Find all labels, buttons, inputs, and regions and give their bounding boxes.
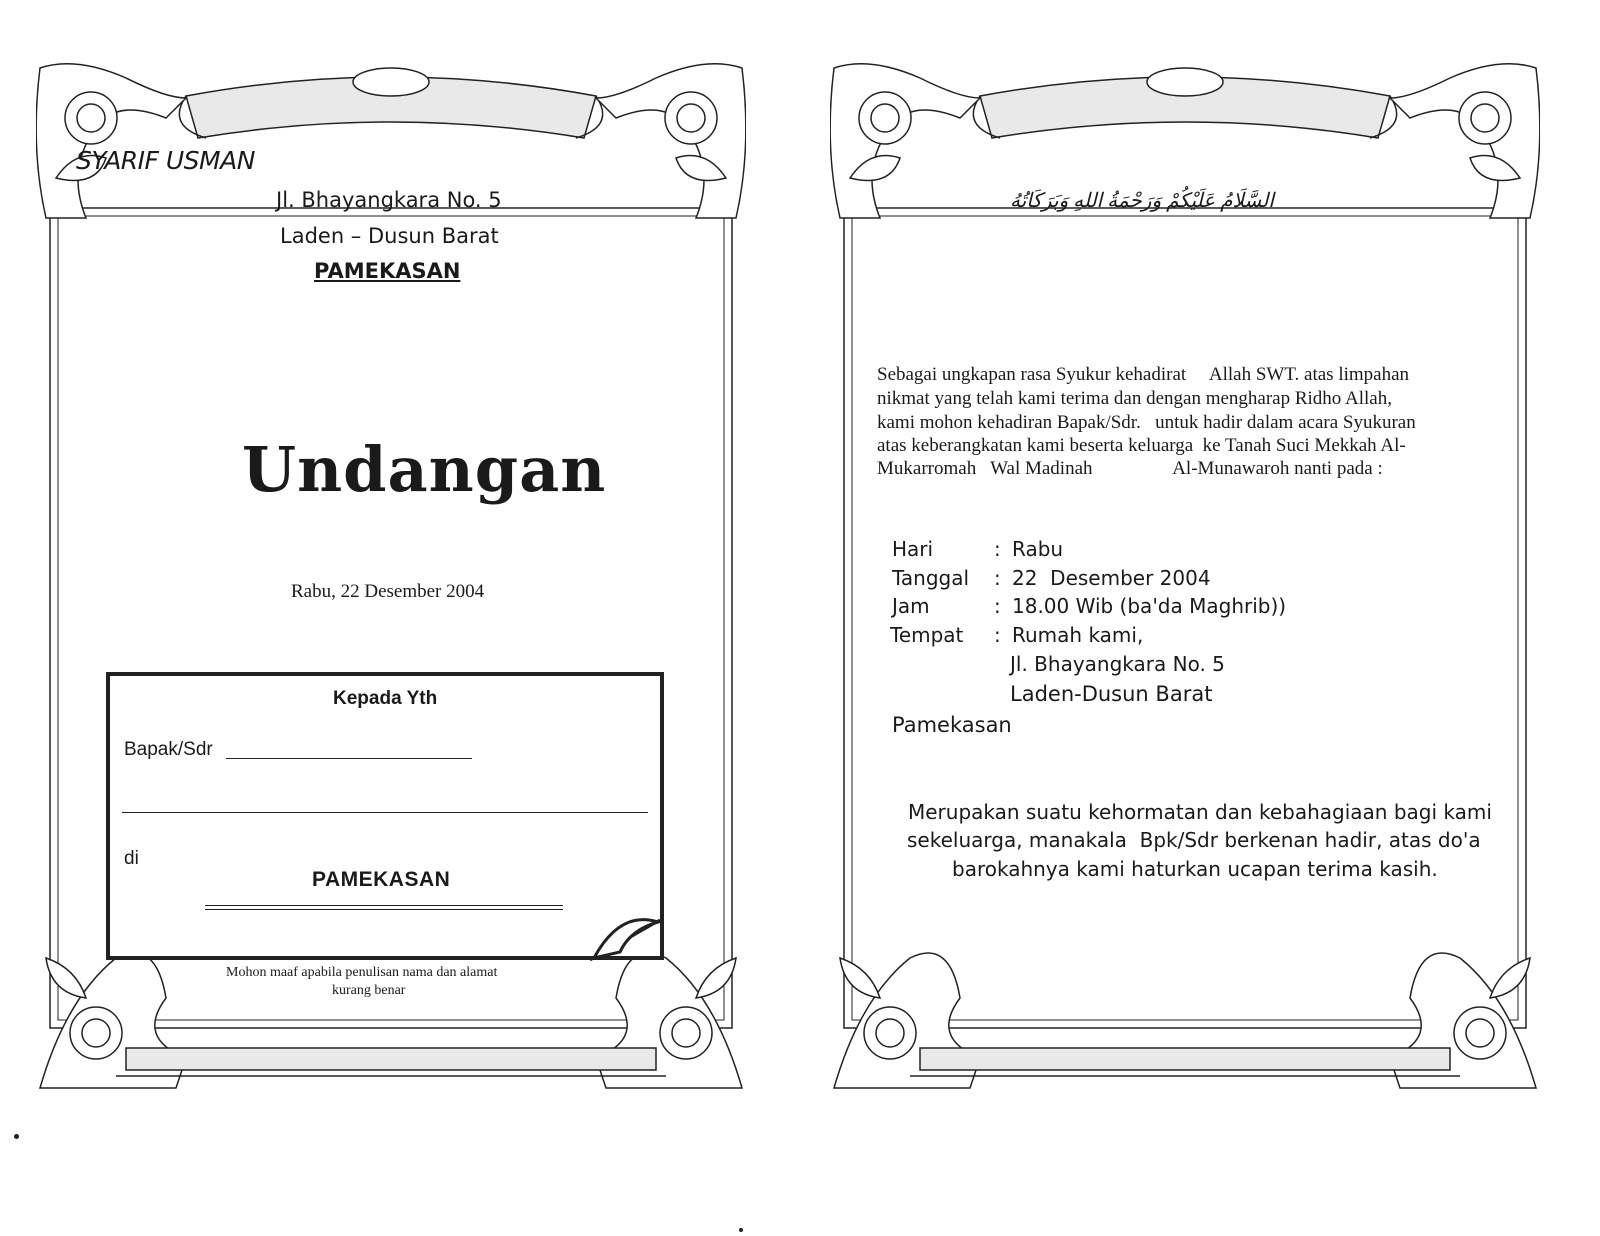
- tempat-separator: :: [994, 623, 1001, 647]
- tempat-line3: Laden-Dusun Barat: [1010, 682, 1213, 706]
- intro-line-2: nikmat yang telah kami terima dan dengan mengharap Ridho Allah,: [877, 388, 1392, 409]
- intro-line-3: kami mohon kehadiran Bapak/Sdr. untuk hadir dalam acara Syukuran: [877, 412, 1416, 433]
- intro-line-1: Sebagai ungkapan rasa Syukur kehadirat Allah SWT. atas limpahan: [877, 364, 1410, 385]
- closing-line-3: barokahnya kami haturkan ucapan terima kasih.: [952, 857, 1438, 881]
- scan-speck: [739, 1228, 743, 1232]
- page-curl-icon: [590, 920, 670, 960]
- tanggal-separator: :: [994, 566, 1001, 590]
- recipient-city: PAMEKASAN: [312, 868, 451, 891]
- sender-address-line2: Laden – Dusun Barat: [280, 224, 499, 248]
- jam-value: 18.00 Wib (ba'da Maghrib)): [1012, 594, 1287, 618]
- hari-value: Rabu: [1012, 537, 1064, 561]
- left-invitation-page: [36, 58, 746, 1100]
- recipient-heading: Kepada Yth: [333, 688, 438, 709]
- tempat-value: Rumah kami,: [1012, 623, 1144, 647]
- closing-line-2: sekeluarga, manakala Bpk/Sdr berkenan hadir, atas do'a: [907, 828, 1481, 852]
- recipient-location-label: di: [124, 848, 139, 869]
- jam-label: Jam: [892, 594, 930, 618]
- closing-line-1: Merupakan suatu kehormatan dan kebahagiaan bagi kami: [908, 800, 1492, 824]
- recipient-address-line[interactable]: [122, 812, 648, 813]
- sender-address-line1: Jl. Bhayangkara No. 5: [276, 188, 502, 212]
- recipient-name-line[interactable]: [226, 758, 472, 759]
- invitation-title: Undangan: [242, 433, 607, 506]
- intro-line-5: Mukarromah Wal Madinah Al-Munawaroh nanti pada :: [877, 458, 1383, 479]
- hari-label: Hari: [892, 537, 934, 561]
- tanggal-label: Tanggal: [892, 566, 970, 590]
- apology-line2: kurang benar: [332, 983, 406, 998]
- right-invitation-page: [830, 58, 1540, 1100]
- intro-line-4: atas keberangkatan kami beserta keluarga ke Tanah Suci Mekkah Al-: [877, 435, 1406, 456]
- jam-separator: :: [994, 594, 1001, 618]
- tanggal-value: 22 Desember 2004: [1012, 566, 1211, 590]
- invitation-date: Rabu, 22 Desember 2004: [291, 581, 485, 602]
- recipient-city-underline: [205, 905, 563, 910]
- sender-name: SYARIF USMAN: [76, 146, 255, 175]
- apology-line1: Mohon maaf apabila penulisan nama dan alamat: [226, 965, 498, 980]
- recipient-address-box: [106, 672, 664, 960]
- recipient-name-label: Bapak/Sdr: [124, 739, 213, 760]
- tempat-line4: Pamekasan: [892, 713, 1012, 737]
- scan-speck: [14, 1134, 19, 1139]
- tempat-label: Tempat: [890, 623, 964, 647]
- tempat-line2: Jl. Bhayangkara No. 5: [1010, 652, 1225, 676]
- arabic-greeting: السَّلَامُ عَلَيْكُمْ وَرَحْمَةُ اللهِ وَبَرَكَاتُهُ: [1010, 190, 1274, 212]
- sender-city: PAMEKASAN: [314, 259, 461, 283]
- hari-separator: :: [994, 537, 1001, 561]
